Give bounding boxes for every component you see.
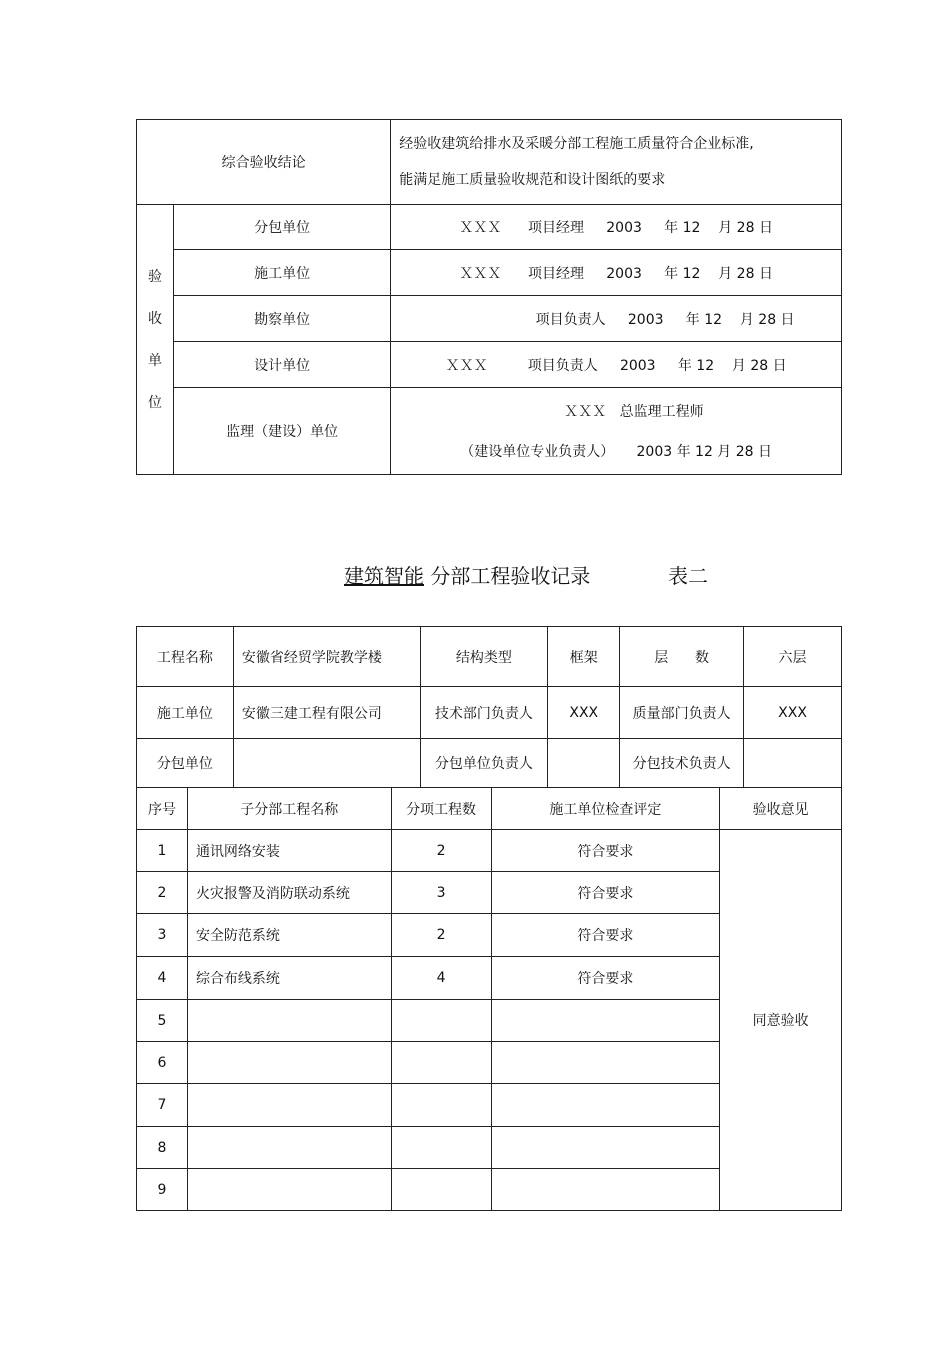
contractor-value: 安徽三建工程有限公司: [233, 687, 420, 739]
conclusion-line-1: 经验收建筑给排水及采暖分部工程施工质量符合企业标准,: [399, 136, 754, 152]
row-name: [187, 1042, 391, 1084]
supervision-line-1: ＸＸＸ 总监理工程师: [528, 404, 704, 420]
structure-type-label: 结构类型: [420, 627, 548, 687]
header-no: 序号: [137, 788, 188, 830]
group-char: 位: [147, 394, 162, 411]
row-no: 1: [137, 830, 188, 872]
row-count: [391, 1084, 491, 1127]
structure-type-value: 框架: [548, 627, 620, 687]
header-count: 分项工程数: [391, 788, 491, 830]
sub-head-value: [548, 739, 620, 788]
row-eval: 符合要求: [491, 914, 720, 957]
row-eval: [491, 1000, 720, 1042]
subcontractor-value: [233, 739, 420, 788]
header-name: 子分部工程名称: [187, 788, 391, 830]
project-row: [137, 627, 842, 687]
row-count: [391, 1042, 491, 1084]
quality-dept-label: 质量部门负责人: [620, 687, 744, 739]
row-name: [187, 1169, 391, 1211]
conclusion-row: [137, 120, 842, 205]
sub-items-header-row: [137, 788, 842, 830]
unit-row: [137, 250, 842, 296]
unit-name: 设计单位: [173, 342, 390, 388]
supervision-signature: [391, 388, 842, 475]
row-count: 2: [391, 914, 491, 957]
supervision-unit-name: 监理（建设）单位: [173, 388, 390, 475]
row-no: 3: [137, 914, 188, 957]
row-no: 6: [137, 1042, 188, 1084]
sub-items-table: [136, 787, 842, 1211]
unit-signature: ＸＸＸ 项目负责人 2003 年 12 月 28 日: [391, 342, 842, 388]
row-no: 7: [137, 1084, 188, 1127]
sub-tech-label: 分包技术负责人: [620, 739, 744, 788]
contractor-label: 施工单位: [137, 687, 234, 739]
tech-dept-label: 技术部门负责人: [420, 687, 548, 739]
subcontractor-row: [137, 739, 842, 788]
tech-dept-value: XXX: [548, 687, 620, 739]
group-char: 验: [147, 268, 162, 285]
unit-row: [137, 342, 842, 388]
project-name-value: 安徽省经贸学院教学楼: [233, 627, 420, 687]
group-char: 收: [147, 310, 162, 327]
unit-row: [137, 296, 842, 342]
row-no: 5: [137, 1000, 188, 1042]
row-name: [187, 1000, 391, 1042]
contractor-row: [137, 687, 842, 739]
unit-signature: 项目负责人 2003 年 12 月 28 日: [391, 296, 842, 342]
row-eval: [491, 1042, 720, 1084]
row-eval: [491, 1169, 720, 1211]
row-name: [187, 1084, 391, 1127]
unit-name: 勘察单位: [173, 296, 390, 342]
row-count: 3: [391, 872, 491, 914]
row-count: [391, 1127, 491, 1169]
row-eval: 符合要求: [491, 872, 720, 914]
subcontractor-label: 分包单位: [137, 739, 234, 788]
table-row: [137, 830, 842, 872]
record-title-underlined: 建筑智能: [344, 564, 424, 588]
unit-signature: ＸＸＸ 项目经理 2003 年 12 月 28 日: [391, 250, 842, 296]
record-title-rest: 分部工程验收记录: [424, 564, 591, 588]
row-eval: 符合要求: [491, 830, 720, 872]
supervision-line-2: （建设单位专业负责人） 2003 年 12 月 28 日: [460, 444, 773, 460]
record-heading: [0, 560, 950, 590]
record-title: [344, 560, 590, 589]
conclusion-label: 综合验收结论: [137, 120, 391, 205]
row-count: [391, 1000, 491, 1042]
row-name: 通讯网络安装: [187, 830, 391, 872]
row-name: 火灾报警及消防联动系统: [187, 872, 391, 914]
row-no: 9: [137, 1169, 188, 1211]
conclusion-line-2: 能满足施工质量验收规范和设计图纸的要求: [399, 172, 666, 188]
project-name-label: 工程名称: [137, 627, 234, 687]
acceptance-opinion: 同意验收: [720, 830, 842, 1211]
quality-dept-value: XXX: [744, 687, 842, 739]
row-name: 综合布线系统: [187, 957, 391, 1000]
acceptance-units-group: [137, 205, 174, 475]
unit-row: [137, 205, 842, 250]
row-no: 2: [137, 872, 188, 914]
unit-name: 分包单位: [173, 205, 390, 250]
header-opinion: 验收意见: [720, 788, 842, 830]
row-no: 8: [137, 1127, 188, 1169]
row-count: 2: [391, 830, 491, 872]
conclusion-text: [391, 120, 842, 205]
header-eval: 施工单位检查评定: [491, 788, 720, 830]
row-name: 安全防范系统: [187, 914, 391, 957]
table-number: 表二: [668, 564, 708, 588]
row-eval: [491, 1127, 720, 1169]
row-no: 4: [137, 957, 188, 1000]
acceptance-table: [136, 119, 842, 475]
row-eval: 符合要求: [491, 957, 720, 1000]
row-eval: [491, 1084, 720, 1127]
project-info-table: [136, 626, 842, 788]
unit-name: 施工单位: [173, 250, 390, 296]
row-name: [187, 1127, 391, 1169]
row-count: 4: [391, 957, 491, 1000]
sub-tech-value: [744, 739, 842, 788]
sub-head-label: 分包单位负责人: [420, 739, 548, 788]
group-char: 单: [147, 352, 162, 369]
supervision-row: [137, 388, 842, 475]
floors-label: 层 数: [620, 627, 744, 687]
unit-signature: ＸＸＸ 项目经理 2003 年 12 月 28 日: [391, 205, 842, 250]
floors-value: 六层: [744, 627, 842, 687]
row-count: [391, 1169, 491, 1211]
